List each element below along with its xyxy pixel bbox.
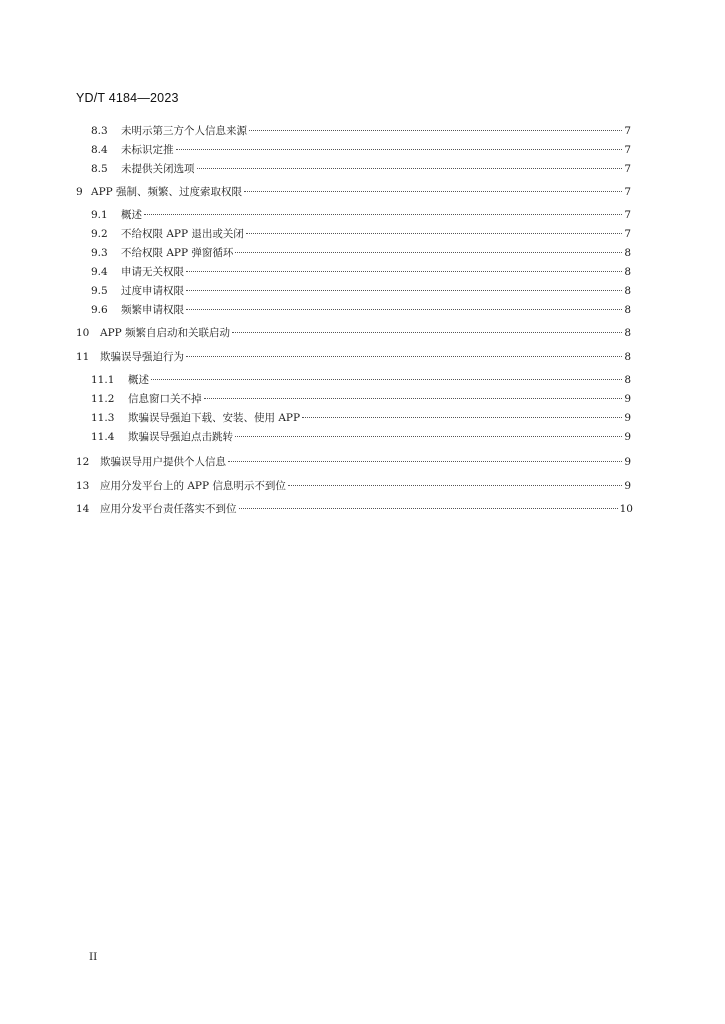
document-code: YD/T 4184—2023 bbox=[76, 91, 179, 105]
toc-entry-page: 9 bbox=[624, 431, 631, 443]
toc-leader-dots bbox=[244, 177, 622, 192]
toc-entry-title: 不给权限 APP 退出或关闭 bbox=[121, 228, 244, 240]
toc-leader-dots bbox=[176, 135, 623, 150]
toc-entry-title: 未明示第三方个人信息来源 bbox=[121, 125, 247, 137]
toc-entry[interactable] bbox=[91, 119, 631, 137]
toc-entry-page: 7 bbox=[624, 125, 631, 137]
toc-leader-dots bbox=[246, 219, 622, 234]
toc-entry-number: 8.3 bbox=[91, 125, 108, 137]
toc-entry[interactable] bbox=[91, 222, 631, 240]
toc-entry[interactable] bbox=[91, 425, 631, 443]
toc-entry-page: 8 bbox=[624, 374, 631, 386]
toc-entry-title: APP 强制、频繁、过度索取权限 bbox=[91, 186, 243, 198]
toc-entry-title: 过度申请权限 bbox=[121, 285, 184, 297]
toc-entry-number: 11.2 bbox=[91, 393, 115, 405]
toc-entry[interactable] bbox=[76, 474, 631, 492]
toc-entry-number: 9.1 bbox=[91, 209, 108, 221]
toc-entry-page: 7 bbox=[624, 144, 631, 156]
toc-leader-dots bbox=[228, 447, 622, 462]
toc-entry-title: 应用分发平台责任落实不到位 bbox=[100, 503, 237, 515]
toc-leader-dots bbox=[235, 238, 622, 253]
toc-entry[interactable] bbox=[76, 321, 631, 339]
toc-entry-page: 7 bbox=[624, 209, 631, 221]
toc-entry-page: 9 bbox=[624, 456, 631, 468]
toc-entry-page: 8 bbox=[624, 351, 631, 363]
toc-entry[interactable] bbox=[91, 157, 631, 175]
toc-entry-title: APP 频繁自启动和关联启动 bbox=[100, 327, 231, 339]
toc-entry-number: 11.3 bbox=[91, 412, 115, 424]
toc-leader-dots bbox=[235, 422, 622, 437]
toc-entry[interactable] bbox=[76, 450, 631, 468]
toc-entry-number: 9 bbox=[76, 186, 83, 198]
toc-entry-number: 14 bbox=[76, 503, 90, 515]
toc-entry-number: 10 bbox=[76, 327, 90, 339]
toc-entry-number: 9.2 bbox=[91, 228, 108, 240]
toc-entry-page: 7 bbox=[624, 163, 631, 175]
toc-entry-number: 11.1 bbox=[91, 374, 115, 386]
toc-entry-number: 9.6 bbox=[91, 304, 108, 316]
toc-entry-title: 申请无关权限 bbox=[121, 266, 184, 278]
toc-leader-dots bbox=[186, 342, 622, 357]
toc-leader-dots bbox=[239, 494, 618, 509]
toc-entry[interactable] bbox=[76, 345, 631, 363]
toc-entry-page: 9 bbox=[624, 480, 631, 492]
toc-leader-dots bbox=[249, 116, 622, 131]
toc-entry-page: 8 bbox=[624, 266, 631, 278]
toc-entry-title: 应用分发平台上的 APP 信息明示不到位 bbox=[100, 480, 286, 492]
toc-entry-number: 11 bbox=[76, 351, 90, 363]
toc-leader-dots bbox=[232, 318, 622, 333]
toc-entry-title: 信息窗口关不掉 bbox=[128, 393, 202, 405]
toc-entry[interactable] bbox=[91, 406, 631, 424]
toc-entry-number: 9.3 bbox=[91, 247, 108, 259]
toc-entry[interactable] bbox=[76, 180, 631, 198]
toc-entry-title: 欺骗误导强迫点击跳转 bbox=[128, 431, 233, 443]
toc-leader-dots bbox=[197, 154, 623, 169]
toc-entry-page: 10 bbox=[619, 503, 633, 515]
toc-entry-title: 未提供关闭选项 bbox=[121, 163, 195, 175]
toc-entry[interactable] bbox=[91, 203, 631, 221]
toc-entry-title: 欺骗误导强迫行为 bbox=[100, 351, 184, 363]
toc-entry-page: 8 bbox=[624, 304, 631, 316]
toc-entry-title: 概述 bbox=[128, 374, 149, 386]
toc-entry-number: 11.4 bbox=[91, 431, 115, 443]
page-number: II bbox=[89, 951, 98, 963]
toc-entry[interactable] bbox=[91, 368, 631, 386]
toc-entry-page: 9 bbox=[624, 393, 631, 405]
toc-entry-page: 9 bbox=[624, 412, 631, 424]
toc-entry-page: 8 bbox=[624, 247, 631, 259]
toc-leader-dots bbox=[186, 295, 622, 310]
toc-entry[interactable] bbox=[76, 497, 633, 515]
toc-entry-title: 不给权限 APP 弹窗循环 bbox=[121, 247, 234, 259]
toc-entry[interactable] bbox=[91, 298, 631, 316]
toc-entry[interactable] bbox=[91, 279, 631, 297]
toc-leader-dots bbox=[186, 257, 622, 272]
toc-entry-number: 9.4 bbox=[91, 266, 108, 278]
toc-entry-title: 未标识定推 bbox=[121, 144, 174, 156]
toc-entry[interactable] bbox=[91, 138, 631, 156]
toc-leader-dots bbox=[288, 471, 622, 486]
toc-leader-dots bbox=[151, 365, 622, 380]
toc-leader-dots bbox=[186, 276, 622, 291]
toc-leader-dots bbox=[204, 384, 623, 399]
toc-entry-title: 欺骗误导强迫下载、安装、使用 APP bbox=[128, 412, 301, 424]
toc-entry[interactable] bbox=[91, 260, 631, 278]
toc-entry-number: 9.5 bbox=[91, 285, 108, 297]
toc-entry[interactable] bbox=[91, 387, 631, 405]
toc-entry[interactable] bbox=[91, 241, 631, 259]
toc-entry-page: 8 bbox=[624, 327, 631, 339]
toc-leader-dots bbox=[144, 200, 622, 215]
toc-entry-page: 7 bbox=[624, 228, 631, 240]
toc-entry-title: 概述 bbox=[121, 209, 142, 221]
toc-entry-title: 欺骗误导用户提供个人信息 bbox=[100, 456, 226, 468]
toc-leader-dots bbox=[302, 403, 622, 418]
toc-entry-number: 12 bbox=[76, 456, 90, 468]
toc-entry-number: 8.5 bbox=[91, 163, 108, 175]
toc-entry-page: 7 bbox=[624, 186, 631, 198]
toc-entry-title: 频繁申请权限 bbox=[121, 304, 184, 316]
toc-entry-number: 13 bbox=[76, 480, 90, 492]
toc-entry-page: 8 bbox=[624, 285, 631, 297]
toc-entry-number: 8.4 bbox=[91, 144, 108, 156]
